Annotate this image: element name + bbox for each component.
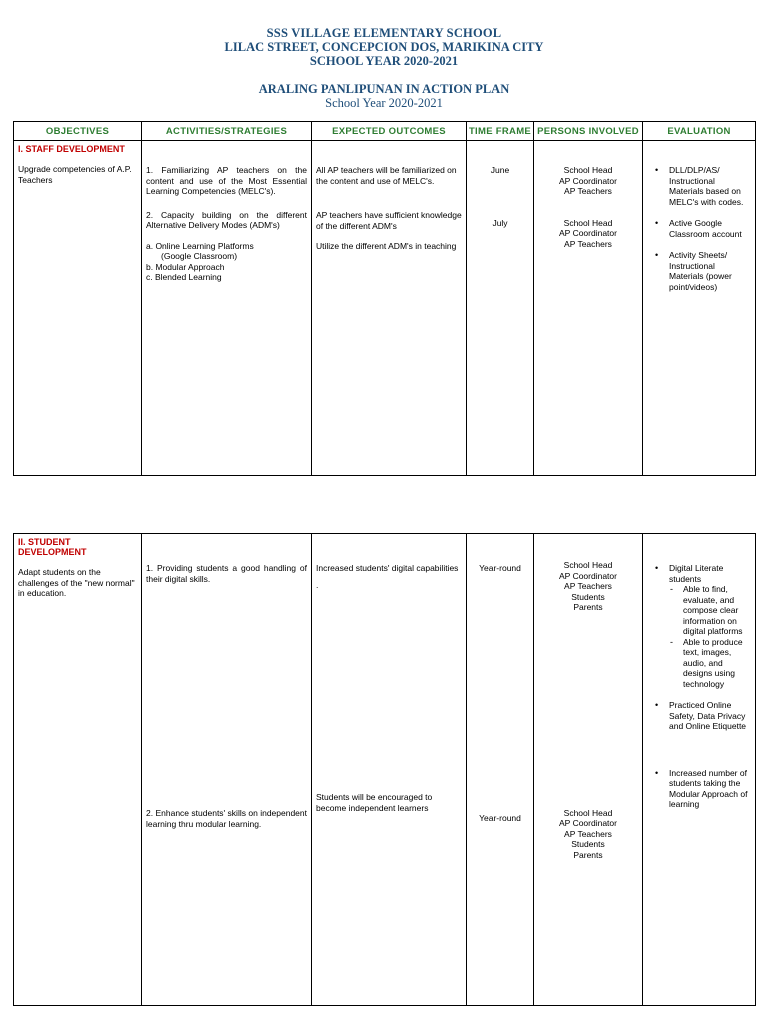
col-outcomes: EXPECTED OUTCOMES <box>312 122 467 141</box>
activity-1: 1. Familiarizing AP teachers on the content and use of the Most Essential Learning Competencies (MELC's). <box>146 165 307 196</box>
objectives-cell <box>14 141 142 476</box>
activity-2: 2. Enhance students' skills on independent learning thru modular learning. <box>146 808 307 829</box>
objectives-cell <box>14 534 142 1006</box>
time-frame-1: June <box>490 165 510 175</box>
person-item: School Head <box>563 807 613 818</box>
person-item: Students <box>571 591 605 602</box>
person-item: Parents <box>573 602 603 612</box>
col-persons: PERSONS INVOLVED <box>534 122 643 141</box>
person-item: AP Teachers <box>564 186 612 196</box>
person-item: Parents <box>573 849 603 860</box>
objective-text: Upgrade competencies of A.P. Teachers <box>18 164 132 185</box>
evaluation-item: • Activity Sheets/ Instructional Materials (power point/videos) <box>669 250 751 292</box>
person-item: AP Coordinator <box>559 175 617 186</box>
activity-2: 2. Capacity building on the different Alternative Delivery Modes (ADM's) <box>146 209 307 230</box>
section-title: I. STAFF DEVELOPMENT <box>18 144 125 154</box>
person-item: AP Coordinator <box>559 570 617 581</box>
plan-school-year: School Year 2020-2021 <box>325 96 443 110</box>
activity-2-item: c. Blended Learning <box>146 272 222 282</box>
col-activities: ACTIVITIES/STRATEGIES <box>142 122 312 141</box>
time-frame-1: Year-round <box>479 563 521 573</box>
evaluation-subitem: - Able to produce text, images, audio, and designs using technology <box>683 637 751 690</box>
activity-2-item: a. Online Learning Platforms <box>146 240 254 251</box>
evaluation-item: • Practiced Online Safety, Data Privacy and Online Etiquette <box>669 700 751 732</box>
evaluation-item: • Increased number of students taking the Modular Approach of learning <box>669 768 751 810</box>
activity-2-item: (Google Classroom) <box>161 251 238 261</box>
activity-2-item: b. Modular Approach <box>146 261 225 272</box>
action-plan-table-staff <box>13 121 756 476</box>
evaluation-item: • DLL/DLP/AS/ Instructional Materials based on MELC's with codes. <box>669 165 751 207</box>
evaluation-cell <box>643 141 756 476</box>
outcome-2: Students will be encouraged to become independent learners <box>316 792 433 813</box>
time-frame-2: Year-round <box>479 812 521 823</box>
document-header <box>0 26 768 110</box>
evaluation-item <box>669 563 751 689</box>
action-plan-table-student <box>13 533 756 1006</box>
outcome-2b: Utilize the different ADM's in teaching <box>316 241 457 251</box>
outcome-1-note: . <box>316 579 319 590</box>
time-frame-cell <box>467 534 534 1006</box>
evaluation-subitem: - Able to find, evaluate, and compose clear information on digital platforms <box>683 584 751 637</box>
person-item: AP Teachers <box>564 238 612 249</box>
outcome-2a: AP teachers have sufficient knowledge of the different ADM's <box>316 210 462 231</box>
person-item: AP Coordinator <box>559 228 617 238</box>
persons-cell <box>534 534 643 1006</box>
section-title: II. STUDENT DEVELOPMENT <box>18 537 87 557</box>
col-objectives: OBJECTIVES <box>14 122 142 141</box>
person-item: School Head <box>563 217 613 228</box>
evaluation-item: • Active Google Classroom account <box>669 218 751 239</box>
activities-cell <box>142 534 312 1006</box>
person-item: Students <box>571 839 605 849</box>
school-year: SCHOOL YEAR 2020-2021 <box>309 54 459 68</box>
objective-text: Adapt students on the challenges of the "new normal" in education. <box>18 567 135 598</box>
col-time-frame: TIME FRAME <box>467 122 534 141</box>
outcome-1: All AP teachers will be familiarized on the content and use of MELC's. <box>316 165 457 186</box>
plan-title: ARALING PANLIPUNAN IN ACTION PLAN <box>258 82 510 96</box>
person-item: AP Teachers <box>564 581 612 591</box>
table-row <box>14 141 756 476</box>
time-frame-cell <box>467 141 534 476</box>
person-item: AP Coordinator <box>559 818 617 828</box>
outcomes-cell <box>312 141 467 476</box>
school-name: SSS VILLAGE ELEMENTARY SCHOOL <box>266 26 502 40</box>
col-evaluation: EVALUATION <box>643 122 756 141</box>
person-item: AP Teachers <box>564 828 612 839</box>
evaluation-title: • Digital Literate students <box>669 563 724 584</box>
outcomes-cell <box>312 534 467 1006</box>
person-item: School Head <box>563 165 613 175</box>
activity-1: 1. Providing students a good handling of their digital skills. <box>146 563 307 584</box>
table-row <box>14 534 756 1006</box>
table-header-row <box>14 122 756 141</box>
activities-cell <box>142 141 312 476</box>
evaluation-cell <box>643 534 756 1006</box>
time-frame-2: July <box>492 217 508 228</box>
person-item: School Head <box>563 560 613 570</box>
persons-cell <box>534 141 643 476</box>
outcome-1: Increased students' digital capabilities <box>316 563 459 573</box>
school-address: LILAC STREET, CONCEPCION DOS, MARIKINA CITY <box>224 40 544 54</box>
